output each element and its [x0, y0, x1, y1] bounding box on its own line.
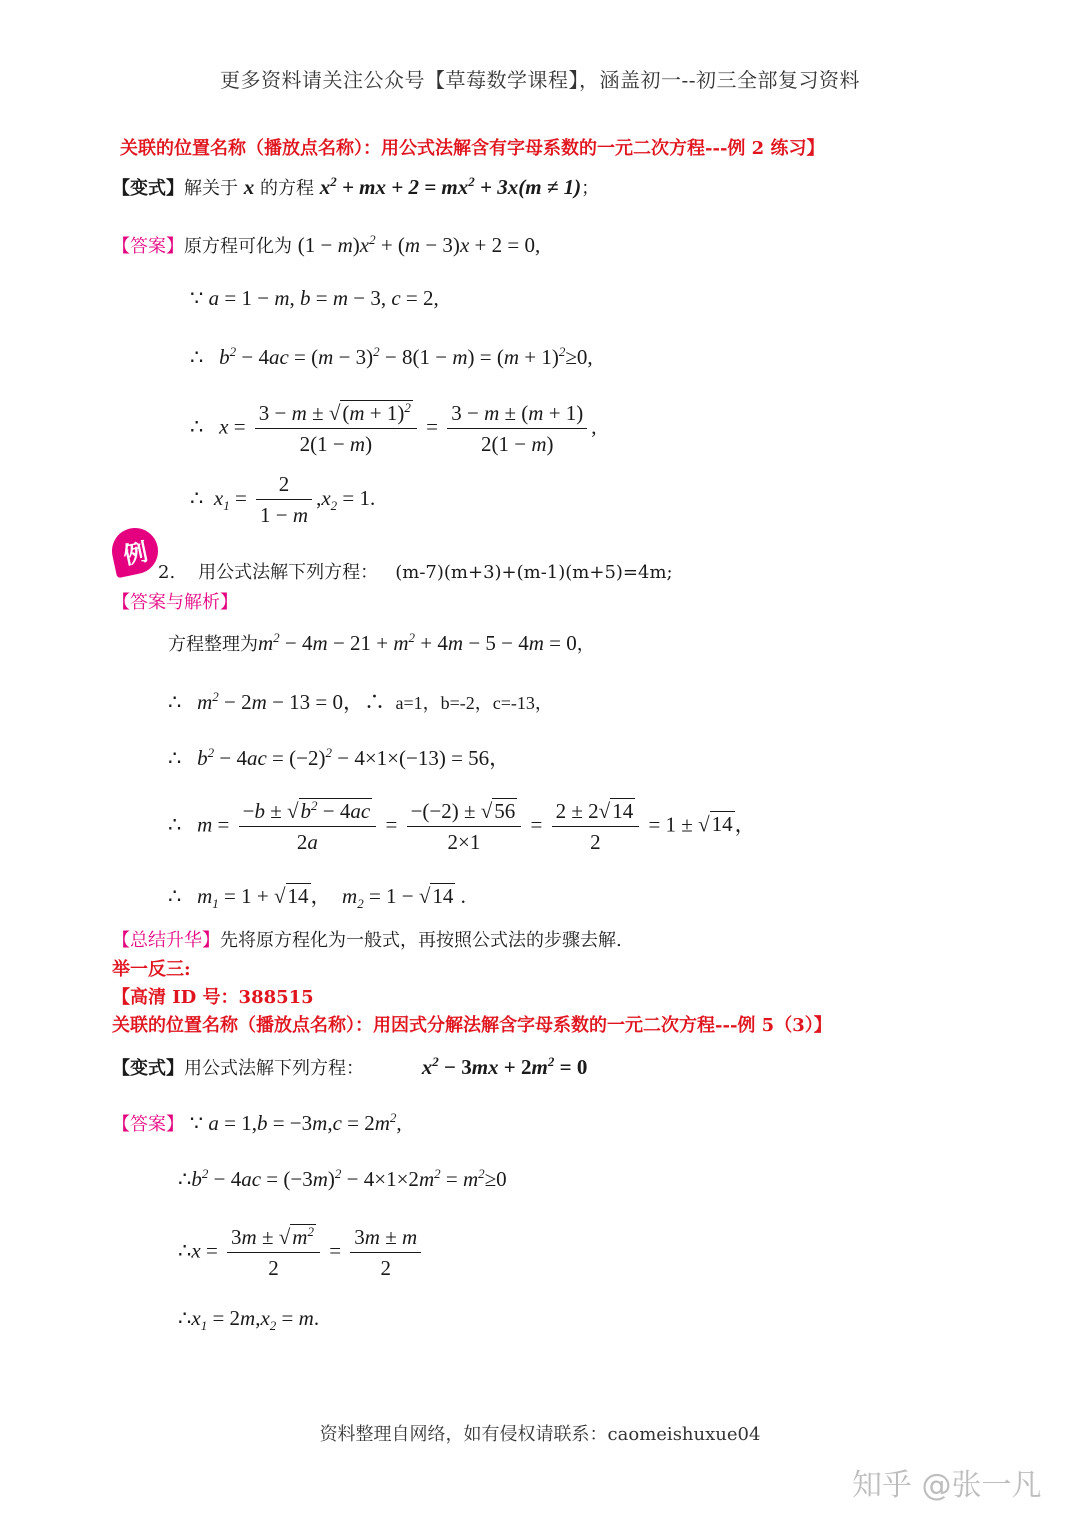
variant-tag: 【变式】: [112, 178, 184, 199]
variant1-line: 【变式】解关于 x 的方程 $x^2$ + mx + $2 = mx^2 + 3x(m \ne 1)$；: [112, 174, 600, 199]
section1-title: 关联的位置名称（播放点名称）：用公式法解含有字母系数的一元二次方程---例 2 练习】: [120, 138, 825, 159]
variant2-tag: 【变式】: [112, 1058, 184, 1079]
summary-tag: 【总结升华】: [112, 930, 220, 951]
variant2-equation: $x^2 - 3mx + 2m^2 = 0$: [421, 1054, 588, 1079]
variant-var: x: [243, 175, 255, 199]
coefficients-line: ∵ a = 1 − m, b = m − 3, c = 2,: [190, 286, 439, 310]
section2-title: 关联的位置名称（播放点名称）：用因式分解法解含字母系数的一元二次方程---例 5（3）】: [112, 1015, 832, 1036]
solution-formula-line: ∴ x = $\frac{3 - m \pm √(m + 1)^2}{2(1 - m)}$ = $\frac{3 - m \pm (m + 1)}{2(1 - m)}$ ,: [190, 400, 597, 456]
example-prompt: 用公式法解下列方程：: [198, 562, 379, 583]
example-number: 2.: [158, 562, 176, 583]
jyfs-label: 举一反三:: [112, 959, 191, 980]
roots3-line: $\therefore x_1 = 2m,x_2 = m$.: [178, 1306, 320, 1334]
example-equation: (m-7)(m+3)+(m-1)(m+5)=4m;: [395, 562, 673, 583]
zhihu-watermark: 知乎 @张一凡: [852, 1468, 1042, 1503]
discriminant-line: ∴ $b^2 - 4ac = (m - 3)^2 - 8(1 - m) = (m + 1)^2\ge 0$,: [190, 344, 593, 369]
answer2-tag: 【答案】: [112, 1114, 184, 1135]
summary-text: 先将原方程化为一般式，再按照公式法的步骤去解.: [220, 930, 622, 951]
roots-line: ∴ $x_1$ = $\frac{2}{1 - m}$ $,x_2 = 1$.: [190, 472, 376, 527]
variant2-line: [112, 1054, 587, 1080]
example2-line: [158, 558, 673, 584]
because-symbol: ∵: [190, 286, 204, 310]
variant-text: 解关于: [184, 178, 238, 199]
answer2-line: 【答案】 ∵ $a = 1,b = -3m,c = 2m^2$,: [112, 1110, 402, 1135]
variant-text2: 的方程: [259, 178, 314, 199]
simplified-text: 方程整理为: [168, 634, 258, 655]
example-badge: 例: [108, 524, 163, 579]
id-label: 【高清 ID 号：388515: [112, 987, 314, 1008]
answer-equation: $(1 - m)x^2 + (m - 3)x + 2 = 0$,: [297, 232, 541, 257]
answer-tag: 【答案】: [112, 236, 184, 257]
discriminant3-line: $\therefore b^2 - 4ac = (-3m)^2 - 4\times 1\times 2m^2 = m^2\ge 0$: [178, 1166, 507, 1191]
formula3-line: ∴x = $\frac{3m \pm √m^2}{2}$ = $\frac{3m \pm m}{2}$: [178, 1224, 425, 1281]
analysis-tag: 【答案与解析】: [112, 592, 238, 613]
page-header: 更多资料请关注公众号【草莓数学课程】，涵盖初一--初三全部复习资料: [219, 68, 860, 92]
variant2-text: 用公式法解下列方程：: [184, 1058, 364, 1079]
summary-line: [112, 926, 622, 952]
variant-equation: $x^2$ + mx + $2 = mx^2 + 3x(m \ne 1)$: [319, 174, 582, 199]
page-footer: 资料整理自网络，如有侵权请联系：caomeishuxue04: [319, 1424, 761, 1445]
answer1-line: [112, 232, 540, 258]
simplified-line: 方程整理为$m^2 - 4m - 21 + m^2 + 4m - 5 - 4m = 0$，: [168, 630, 595, 655]
coef-text: a=1，b=-2，c=-13，: [395, 693, 553, 713]
formula2-line: ∴ m = $\frac{-b \pm √b^2 - 4ac}{2a}$ = $\frac{-(-2) \pm √56}{2\times 1}$ = $\frac{2 \pm 2√14}{2}$ = 1 ± √14，: [168, 798, 756, 854]
general-form-line: ∴ $m^2 - 2m - 13 = 0$，∴ a=1，b=-2，c=-13，: [168, 689, 553, 714]
answer-text: 原方程可化为: [184, 236, 292, 257]
discriminant2-line: ∴ $b^2 - 4ac = (-2)^2 - 4\times 1\times(-13) = 56$，: [168, 745, 511, 770]
roots2-line: ∴ $m_1 = 1 + √14$， $m_2 = 1 - √14$ .: [168, 884, 466, 912]
